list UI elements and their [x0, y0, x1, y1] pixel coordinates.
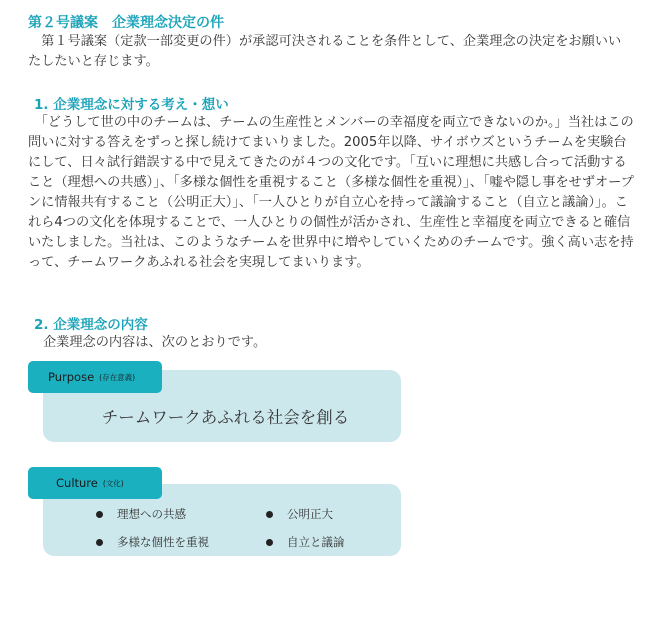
- bullet-icon: [96, 539, 103, 546]
- culture-tag-label: Culture: [56, 476, 98, 490]
- culture-item-label: 多様な個性を重視: [117, 535, 209, 549]
- purpose-tag-label: Purpose: [48, 370, 95, 384]
- bullet-icon: [266, 539, 273, 546]
- section-2-intro: 企業理念の内容は、次のとおりです。: [43, 335, 267, 350]
- culture-tag-sub: (文化): [102, 478, 124, 488]
- bullet-icon: [266, 511, 273, 518]
- culture-item-label: 理想への共感: [117, 507, 186, 521]
- culture-item: [266, 534, 345, 550]
- culture-item: [96, 534, 209, 550]
- purpose-tag-sub: (存在意義): [99, 372, 136, 382]
- culture-item: [96, 506, 186, 522]
- culture-item-label: 自立と議論: [287, 535, 345, 549]
- agenda-intro: 第１号議案（定款一部変更の件）が承認可決されることを条件として、企業理念の決定をお願いいたしたいと存じます。: [28, 34, 622, 69]
- bullet-icon: [96, 511, 103, 518]
- purpose-statement: チームワークあふれる社会を創る: [101, 408, 350, 427]
- purpose-tag: [28, 361, 162, 393]
- section-1-body: 「どうして世の中のチームは、チームの生産性とメンバーの幸福度を両立できないのか。」当社はこの問いに対する答えをずっと探し続けてまいりました。2005年以降、サイボウズというチームを実験台にして、日々試行錯誤する中で見えてきたのが４つの文化です。「互いに理想に共感し合って活動すること（理想への共感）」、「多様な個性を重視すること（多様な個性を重視）」、「嘘や隠し事をせずオープンに情報共有すること（公明正大）」、「一人ひとりが自立心を持って議論すること（自立と議論）」。これら4つの文化を体現することで、一人ひとりの個性が活かされ、生産性と幸福度を両立できると確信いたしました。当社は、このようなチームを世界中に増やしていくためのチームです。強く高い志を持って、チームワークあふれる社会を実現してまいります。: [28, 115, 634, 270]
- section-2-title: 2. 企業理念の内容: [34, 317, 148, 333]
- culture-tag: [28, 467, 162, 499]
- culture-item: [266, 506, 333, 522]
- section-1-title: 1. 企業理念に対する考え・想い: [34, 97, 229, 113]
- agenda-heading: 第２号議案 企業理念決定の件: [28, 15, 224, 31]
- culture-item-label: 公明正大: [287, 507, 333, 521]
